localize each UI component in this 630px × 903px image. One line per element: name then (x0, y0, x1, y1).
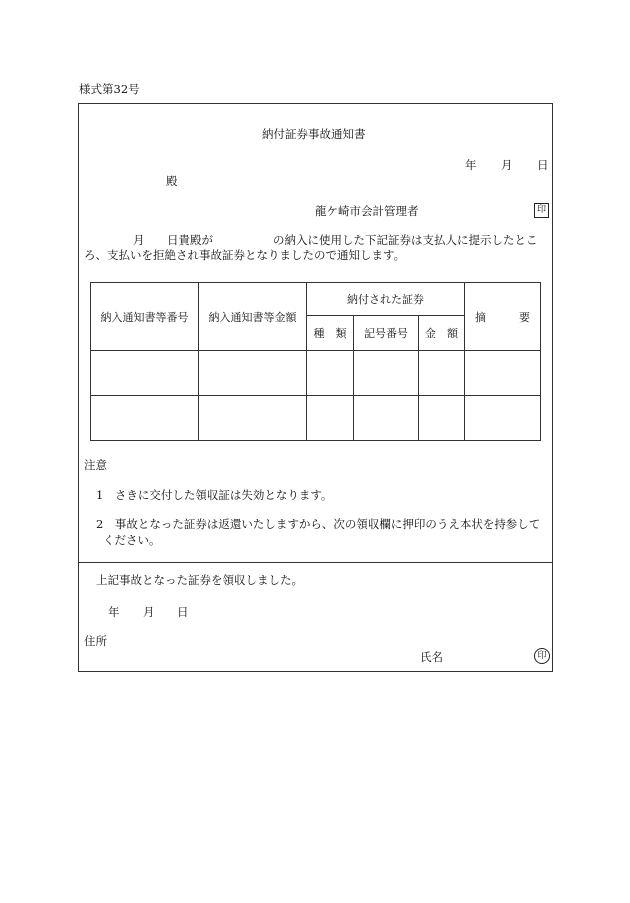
cell-amount[interactable] (419, 351, 465, 396)
date-day: 日 (537, 158, 549, 172)
cell-notice-number[interactable] (91, 351, 199, 396)
receipt-year: 年 (108, 605, 120, 619)
notes-item-2-line1: 2 事故となった証券は返還いたしますから、次の領収欄に押印のうえ本状を持参して (96, 517, 541, 531)
body-line1-rest: の納入に使用した下記証券は支払人に提示したとこ (273, 233, 538, 247)
body-month: 月 (133, 233, 145, 247)
receipt-statement: 上記事故となった証券を領収しました。 (96, 573, 303, 587)
header-amount: 金 額 (419, 316, 465, 351)
cell-type[interactable] (307, 396, 354, 441)
table-row (91, 396, 541, 441)
addressee-suffix: 殿 (166, 174, 178, 188)
body-line2: ろ、支払いを拒絶され事故証券となりましたので通知します。 (84, 248, 406, 262)
receipt-divider (78, 562, 553, 563)
form-number: 様式第32号 (79, 82, 140, 96)
issuer-seal: 印 (534, 203, 549, 218)
notes-heading: 注意 (84, 458, 107, 472)
date-year: 年 (465, 158, 477, 172)
cell-remarks[interactable] (465, 351, 541, 396)
table-row (91, 351, 541, 396)
body-day-recipient: 日貴殿が (167, 233, 213, 247)
cell-remarks[interactable] (465, 396, 541, 441)
header-type: 種 類 (307, 316, 354, 351)
header-notice-number: 納入通知書等番号 (91, 283, 199, 351)
cell-symbol-number[interactable] (354, 351, 419, 396)
cell-type[interactable] (307, 351, 354, 396)
receipt-day: 日 (177, 605, 189, 619)
notes-item-1: 1 さきに交付した領収証は失効となります。 (96, 488, 333, 502)
cell-notice-amount[interactable] (199, 351, 307, 396)
issuer-name: 龍ケ崎市会計管理者 (315, 204, 419, 218)
header-paid-securities: 納付された証券 (307, 283, 465, 316)
date-month: 月 (501, 158, 513, 172)
securities-table (90, 282, 541, 441)
header-symbol-number: 記号番号 (354, 316, 419, 351)
receipt-month: 月 (143, 605, 155, 619)
cell-symbol-number[interactable] (354, 396, 419, 441)
address-label: 住所 (84, 634, 107, 648)
cell-notice-amount[interactable] (199, 396, 307, 441)
cell-amount[interactable] (419, 396, 465, 441)
form-title: 納付証券事故通知書 (262, 127, 366, 141)
name-label: 氏名 (420, 650, 443, 664)
receipt-seal: 印 (534, 648, 550, 664)
header-remarks: 摘 要 (465, 283, 541, 351)
header-notice-amount: 納入通知書等金額 (199, 283, 307, 351)
notes-item-2-line2: ください。 (103, 533, 161, 547)
cell-notice-number[interactable] (91, 396, 199, 441)
